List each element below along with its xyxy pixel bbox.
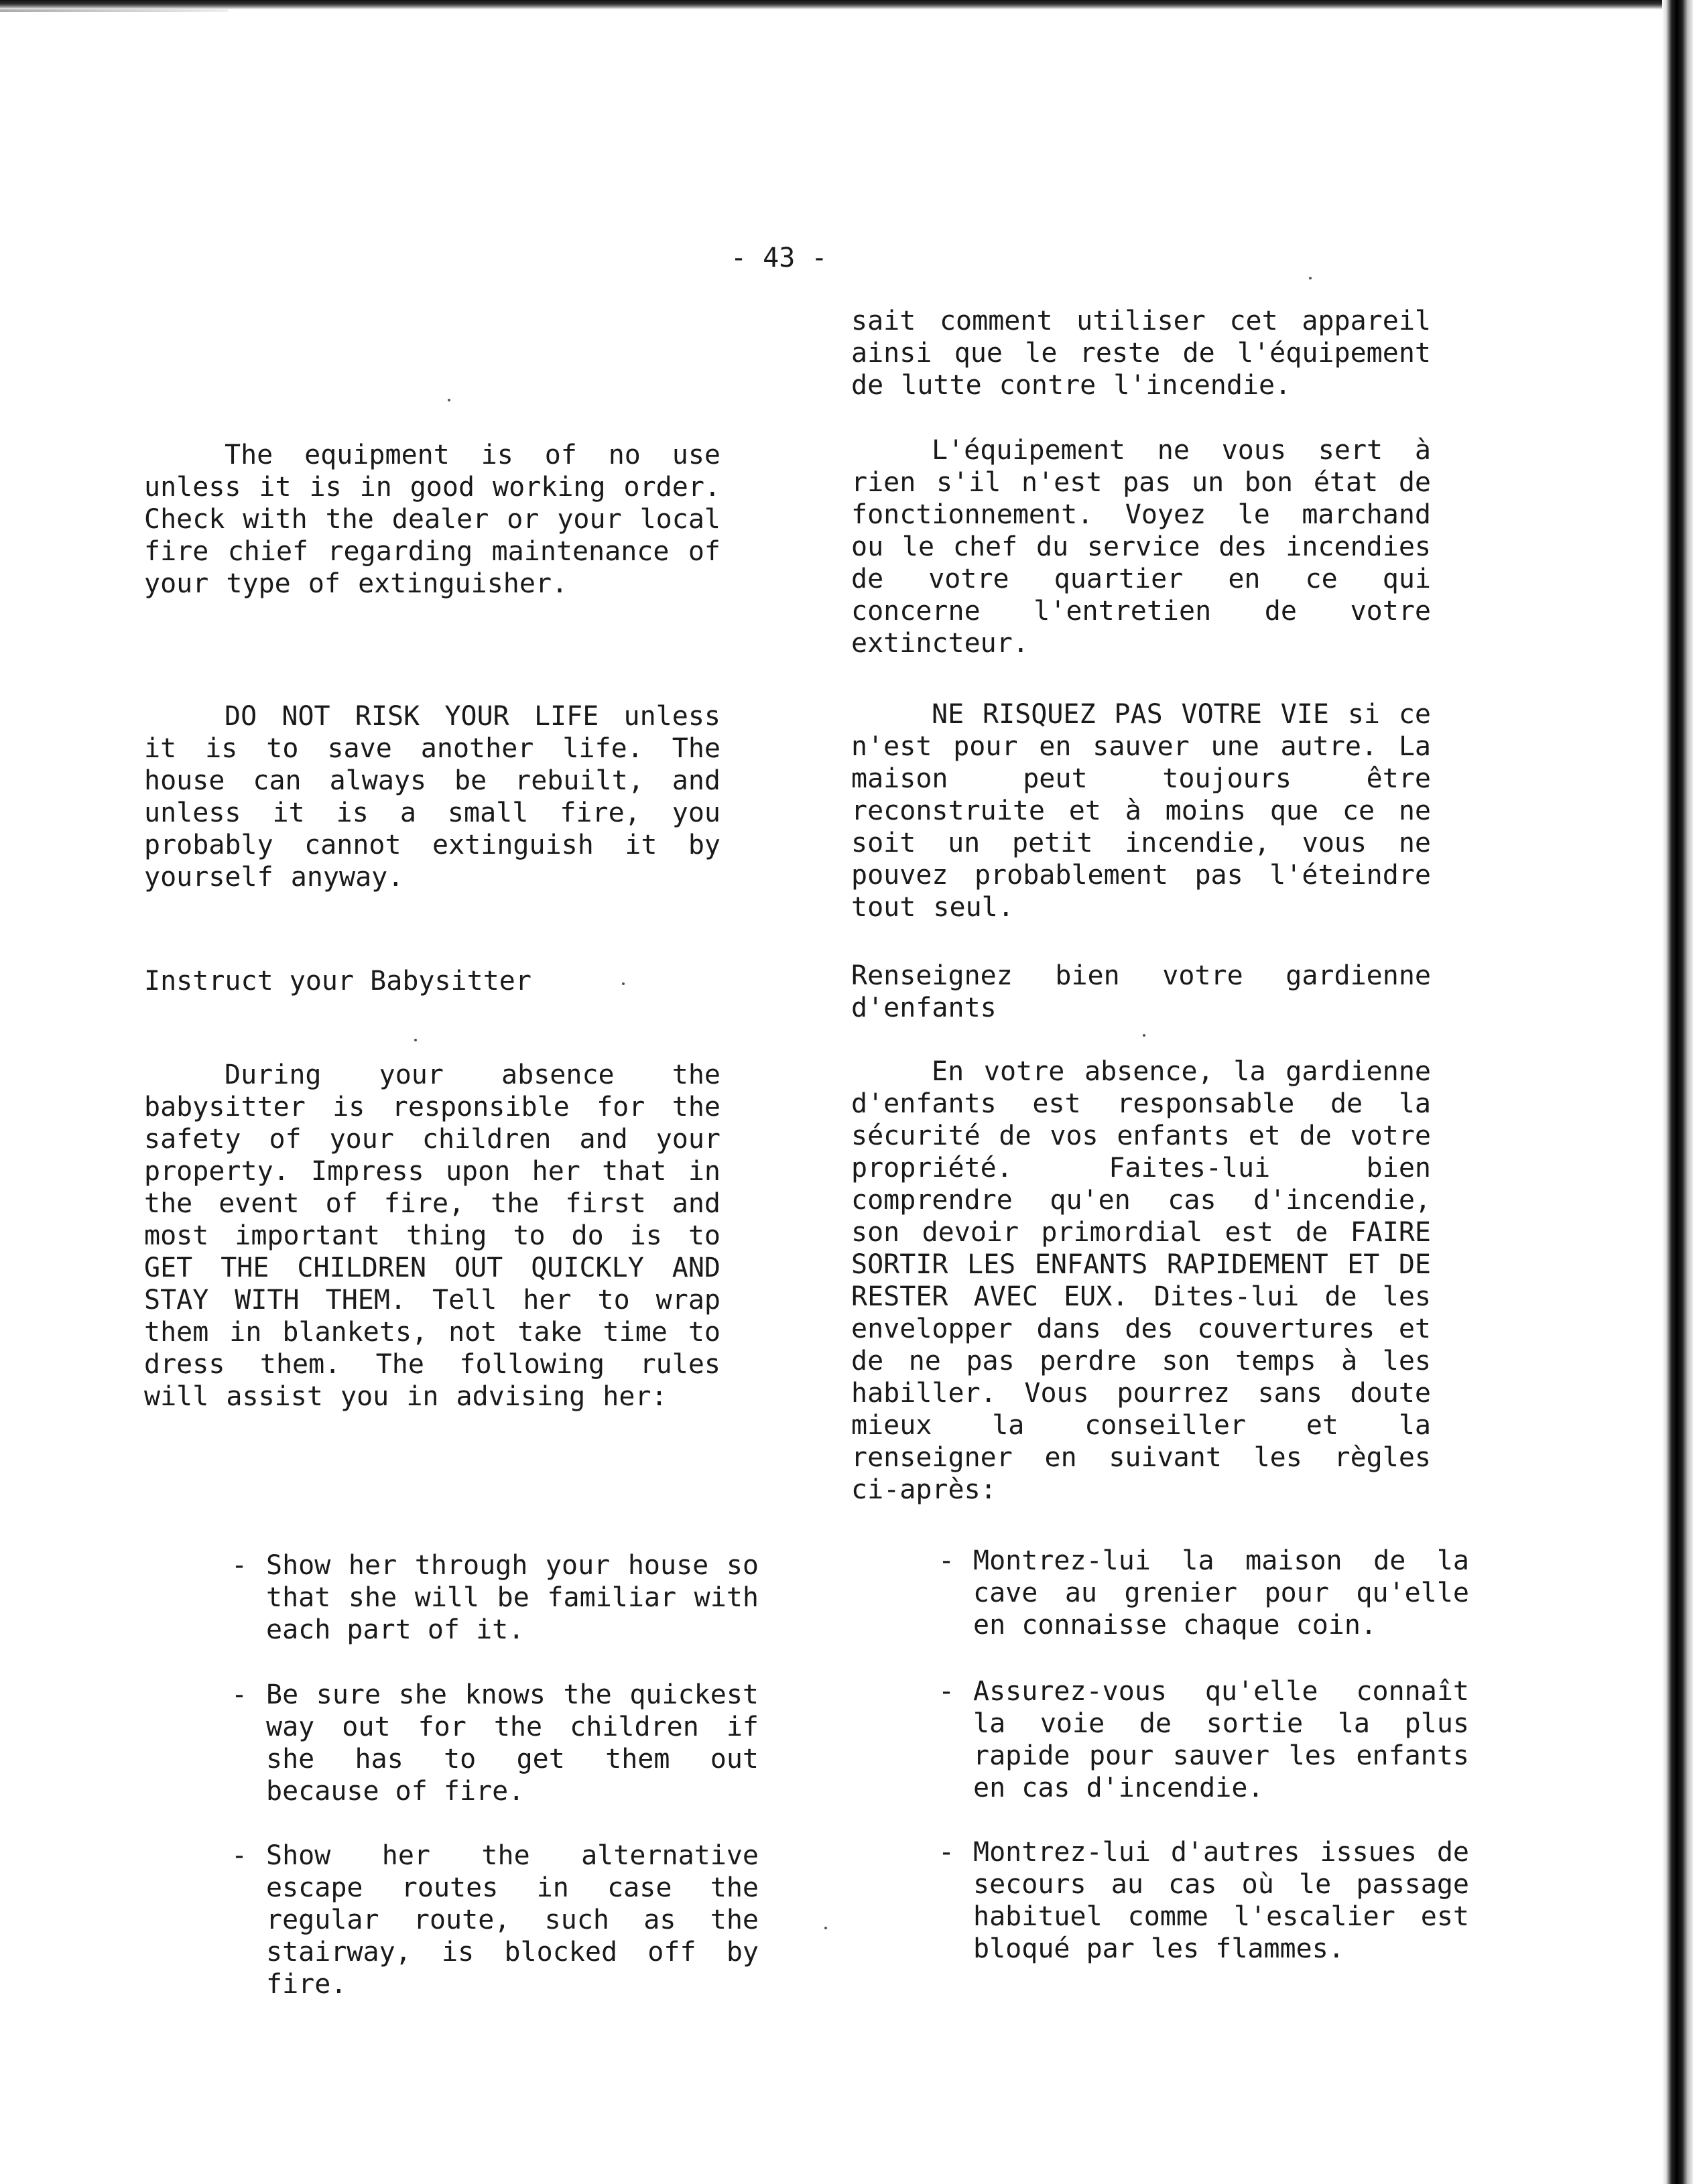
bullet-text: Assurez-vous qu'elle connaît la voie de sortie la plus rapide pour sauver les enfants en cas d'incendie. — [973, 1676, 1469, 1803]
bullet-dash: - — [231, 1840, 248, 1871]
scan-binding-edge — [1662, 0, 1693, 2184]
bullet-text: Montrez-lui la maison de la cave au grenier pour qu'elle en connaisse chaque coin. — [973, 1545, 1469, 1641]
heading-instruct-babysitter: Instruct your Babysitter — [144, 966, 531, 997]
bullet-dash: - — [231, 1550, 248, 1581]
bullet-item-2 — [231, 1679, 759, 1807]
paragraph-risquez: NE RISQUEZ PAS VOTRE VIE si ce n'est pour en sauver une autre. La maison peut toujours être reconstruite et à moins que ce ne soit un petit incendie, vous ne pouvez probablement pas l'éteindre tout seul. — [851, 699, 1431, 923]
scan-speck — [1309, 277, 1312, 279]
paragraph-equipement: L'équipement ne vous sert à rien s'il n'est pas un bon état de fonctionnement. Voyez le marchand ou le chef du service des incendies de votre quartier en ce qui concerne l'entretien de votre extincteur. — [851, 435, 1431, 659]
scan-speck — [1143, 1034, 1145, 1037]
page-number: - 43 - — [731, 243, 828, 273]
bullet-text: Show her through your house so that she will be familiar with each part of it. — [266, 1550, 759, 1645]
heading-renseignez-gardienne: Renseignez bien votre gardienne d'enfants — [851, 960, 1431, 1023]
bullet-text: Montrez-lui d'autres issues de secours au cas où le passage habituel comme l'escalier est bloqué par les flammes. — [973, 1837, 1469, 1964]
bullet-text: Show her the alternative escape routes in case the regular route, such as the stairway, is blocked off by fire. — [266, 1840, 759, 2000]
scan-speck — [622, 982, 625, 985]
paragraph-risk: DO NOT RISK YOUR LIFE unless it is to save another life. The house can always be rebuilt, and unless it is a small fire, you probably cannot extinguish it by yourself anyway. — [144, 701, 720, 893]
bullet-dash: - — [938, 1837, 955, 1868]
bullet-item-1 — [938, 1545, 1469, 1641]
bullet-dash: - — [231, 1679, 248, 1710]
bullet-item-1 — [231, 1549, 759, 1646]
bullet-text: Be sure she knows the quickest way out for the children if she has to get them out because of fire. — [266, 1679, 759, 1807]
scan-speck — [414, 1039, 417, 1041]
scan-speck — [824, 1927, 827, 1929]
scan-top-edge — [0, 0, 1693, 9]
bullet-item-3 — [938, 1836, 1469, 1965]
scan-top-smudge — [0, 9, 228, 12]
bullet-item-2 — [938, 1675, 1469, 1804]
paragraph-continued: sait comment utiliser cet appareil ainsi que le reste de l'équipement de lutte contre l'incendie. — [851, 306, 1431, 401]
bullet-dash: - — [938, 1676, 955, 1707]
bullet-item-3 — [231, 1840, 759, 2000]
paragraph-absence: During your absence the babysitter is responsible for the safety of your children and your property. Impress upon her that in the event of fire, the first and most important thing to do is to GET THE CHILDREN OUT QUICKLY AND STAY WITH THEM. Tell her to wrap them in blankets, not take time to dress them. The following rules will assist you in advising her: — [144, 1059, 720, 1412]
paragraph-en-votre-absence: En votre absence, la gardienne d'enfants est responsable de la sécurité de vos enfants et de votre propriété. Faites-lui bien comprendre qu'en cas d'incendie, son devoir primordial est de FAIRE SORTIR LES ENFANTS RAPIDEMENT ET DE RESTER AVEC EUX. Dites-lui de les envelopper dans des couvertures et de ne pas perdre son temps à les habiller. Vous pourrez sans doute mieux la conseiller et la renseigner en suivant les règles ci-après: — [851, 1056, 1431, 1505]
scan-speck — [448, 399, 450, 401]
bullet-dash: - — [938, 1545, 955, 1576]
paragraph-equipment: The equipment is of no use unless it is in good working order. Check with the dealer or your local fire chief regarding maintenance of your type of extinguisher. — [144, 440, 720, 599]
